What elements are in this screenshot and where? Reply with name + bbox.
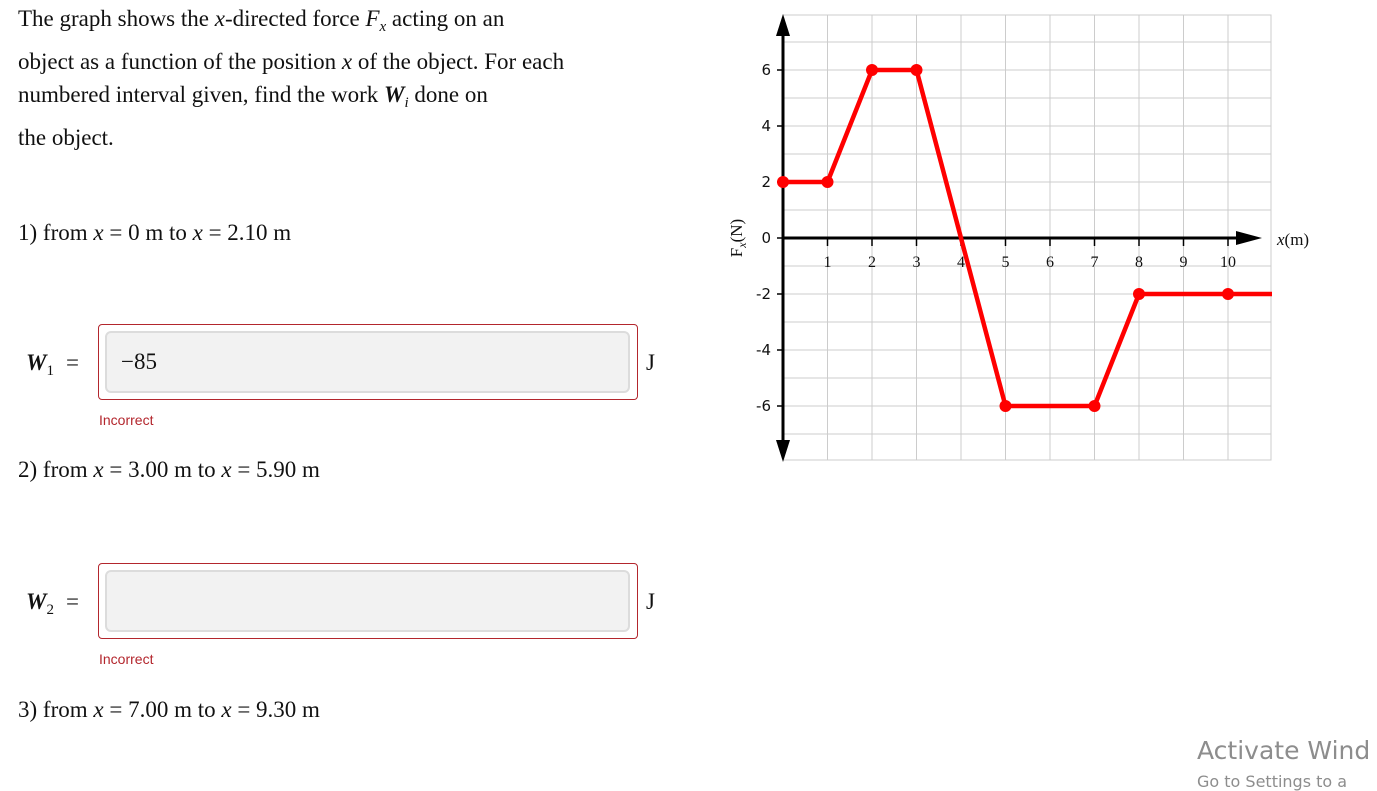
x-tick-label: 8: [1135, 254, 1143, 271]
y-tick-label: -6: [756, 397, 771, 415]
problem-line-2: object as a function of the position x of the object. For each: [18, 48, 565, 74]
x-tick-label: 1: [823, 254, 832, 271]
y-tick-label: -2: [756, 285, 771, 303]
data-point-marker: [866, 64, 878, 76]
problem-line-4: the object.: [18, 124, 114, 150]
y-tick-label: -4: [756, 341, 771, 359]
y-tick-label: 6: [761, 61, 771, 79]
y-axis-label: $F_x(N)$: [727, 218, 749, 258]
data-point-marker: [1133, 288, 1145, 300]
x-tick-label: 9: [1179, 254, 1188, 271]
y-tick-label: 4: [761, 117, 771, 135]
w2-answer-frame: [98, 563, 638, 639]
w2-unit: J: [646, 589, 655, 614]
x-tick-label: 2: [868, 254, 876, 271]
w2-status-incorrect: Incorrect: [99, 651, 154, 667]
w1-answer-frame: [98, 324, 638, 400]
force-position-graph: [700, 0, 1377, 475]
w1-answer-input[interactable]: [105, 331, 630, 393]
question-2-interval: 2) from x = 3.00 m to x = 5.90 m: [18, 457, 320, 482]
activation-watermark-subtitle: Go to Settings to a: [1197, 772, 1348, 791]
data-point-marker: [1089, 400, 1101, 412]
problem-line-3: numbered interval given, find the work $W_i$ done on: [18, 82, 488, 111]
question-1-interval: 1) from x = 0 m to x = 2.10 m: [18, 220, 292, 245]
x-tick-label: 7: [1090, 254, 1099, 271]
x-axis-label: x(m): [1277, 230, 1310, 249]
x-tick-label: 6: [1046, 254, 1054, 271]
question-3-interval: 3) from x = 7.00 m to x = 9.30 m: [18, 697, 320, 722]
problem-statement: [18, 2, 668, 154]
y-axis-arrow-up: [776, 14, 790, 36]
data-point-marker: [822, 176, 834, 188]
w1-status-incorrect: Incorrect: [99, 412, 154, 428]
w2-label: $W_2$ =: [26, 589, 79, 618]
w1-label: $W_1$ =: [26, 350, 79, 379]
x-tick-label: 10: [1220, 254, 1236, 271]
activation-watermark-title: Activate Wind: [1197, 736, 1371, 765]
w2-answer-input[interactable]: [105, 570, 630, 632]
data-point-marker: [1222, 288, 1234, 300]
w1-unit: J: [646, 350, 655, 375]
data-point-marker: [911, 64, 923, 76]
x-tick-label: 3: [912, 254, 921, 271]
data-point-marker: [777, 176, 789, 188]
chart-axes: [776, 14, 1262, 462]
y-tick-label: 2: [761, 173, 771, 191]
data-point-marker: [1000, 400, 1012, 412]
problem-line-1: The graph shows the x-directed force $F_x$ acting on an: [18, 6, 505, 35]
x-tick-label: 5: [1001, 254, 1010, 271]
y-axis-arrow-down: [776, 440, 790, 462]
x-axis-arrow: [1236, 231, 1262, 245]
x-tick-label: 4: [957, 254, 965, 271]
y-tick-label: 0: [761, 229, 771, 247]
